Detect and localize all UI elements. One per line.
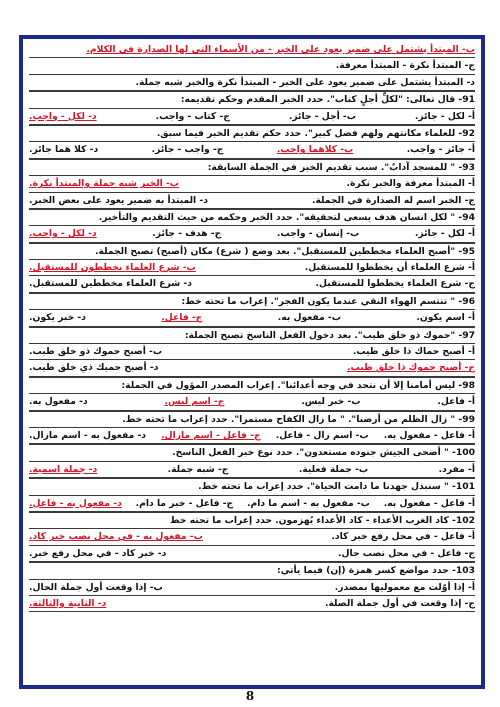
options-row: [29, 360, 475, 376]
answer-option: أ- فاعل - مفعول به.: [383, 429, 475, 441]
options-row: [29, 276, 475, 292]
correct-answer-option: د- لكل - واجب.: [29, 110, 97, 122]
question-line: [29, 91, 475, 108]
answer-option: أ- جائز - واجب.: [406, 144, 475, 156]
question-text: 95- "أصبح العلماء مخططين للمستقبل". بعد وضع ( شرع) مكان (أصبح) تصبح الجملة.: [95, 245, 475, 257]
question-text: 92- للعلماء مكانتهم ولهم فضل كبير". حدد حكم تقديم الخبر فيما سبق.: [156, 127, 475, 139]
options-row: [29, 193, 475, 209]
option-line: [29, 42, 475, 58]
question-text: 93- " للمسجد آدابٌ". سبب تقديم الخبر في الجملة السابقة:: [207, 161, 475, 173]
options-row: [29, 310, 475, 326]
correct-answer-option: د- مفعول به - فاعل.: [29, 497, 122, 509]
answer-option: أ- أصبح حماك ذا خلق طيب.: [352, 346, 475, 358]
answer-option: ج- شبه جملة.: [167, 463, 229, 475]
question-line: [29, 562, 475, 579]
answer-option: د- مفعول به.: [29, 396, 88, 408]
correct-answer-option: ب- الخبر شبه جملة والمبتدأ نكرة.: [29, 178, 180, 190]
answer-option: د- المبتدأ به ضمير يعود على بعض الخبر.: [29, 194, 208, 206]
correct-answer-option: ج- فاعل.: [161, 312, 203, 324]
correct-answer-option: ب- مفعول به - في محل نصب خبر كاد.: [29, 531, 203, 543]
answer-option: أ- فاعل - مفعول به.: [383, 497, 475, 509]
answer-option: د- شرع العلماء مخططين للمستقبل.: [29, 278, 192, 290]
answer-option: ج- كتاب - واجب.: [155, 110, 230, 122]
question-text: 101- " سنبذل جهدنا ما دامت الحياة". حدد إعراب ما تحته خط.: [198, 481, 475, 493]
question-line: [29, 327, 475, 344]
correct-answer-option: د- الثانية والثالثة.: [29, 597, 107, 609]
option-text: د- المبتدأ يشتمل على ضمير يعود على الخبر - المبتدأ نكرة والخبر شبه جملة.: [135, 76, 475, 88]
question-line: [29, 293, 475, 310]
answer-option: د- خبر يكون.: [29, 312, 86, 324]
question-text: 102- كاد الغرب الأعداء - كاد الأعداء يُهزمون. حدد إعراب ما تحته خط: [170, 514, 475, 526]
options-row: [29, 176, 475, 192]
question-text: 98- ليس أمامنا إلا أن نتحد في وجه أعدائنا". إعراب المصدر المؤول في الجملة:: [121, 379, 475, 391]
page-number: 8: [245, 689, 255, 703]
answer-option: أ- لكل - جائز.: [414, 228, 475, 240]
answer-option: أ- إذا أوّلت مع معموليها بمصدر.: [334, 581, 475, 593]
options-row: [29, 496, 475, 512]
answer-option: ب- إذا وقعت أول جملة الحال.: [29, 581, 163, 593]
options-row: [29, 260, 475, 276]
question-line: [29, 125, 475, 142]
options-row: [29, 344, 475, 360]
question-line: [29, 411, 475, 428]
correct-answer-option: د- لكل - واجب.: [29, 228, 97, 240]
answer-option: د- مفعول به - اسم مازال.: [29, 429, 147, 441]
answer-option: د- كلا هما جائز.: [29, 144, 99, 156]
answer-option: أ- المبتدأ معرفة والخبر نكرة.: [346, 178, 475, 190]
question-text: 97- "حموك ذو خلق طيب". بعد دخول الفعل الناسخ تصبح الجملة:: [184, 329, 475, 341]
answer-option: ج- فاعل - خبر ما دام.: [135, 497, 234, 509]
answer-option: ب- إنسان - واجب.: [276, 228, 360, 240]
options-row: [29, 226, 475, 242]
options-row: [29, 462, 475, 478]
answer-option: أ- فاعل.: [437, 396, 475, 408]
answer-option: ب- مفعول به - اسم ما دام.: [247, 497, 370, 509]
question-line: [29, 159, 475, 176]
correct-answer-option: ب- شرع العلماء يخططون للمستقبل.: [29, 262, 196, 274]
answer-option: ج- فاعل - في محل نصب حال.: [338, 547, 475, 559]
options-row: [29, 596, 475, 612]
options-row: [29, 428, 475, 444]
answer-option: أ- فاعل - في محل رفع خبر كاد.: [331, 531, 475, 543]
options-row: [29, 142, 475, 158]
answer-option: ب- أصبح حموك ذو خلق طيب.: [29, 346, 163, 358]
answer-option: ب- جملة فعلية.: [298, 463, 369, 475]
question-text: 96- " تنتسم الهواء النقي عندما يكون الفجر". إعراب ما تحته خط:: [181, 295, 475, 307]
option-line: [29, 75, 475, 91]
answer-option: ج- واجب - جائز.: [151, 144, 224, 156]
question-text: 91- قال تعالى: "لكلِّ أجلٍ كتاب". حدد الخبر المقدم وحكم تقديمه:: [180, 94, 475, 106]
options-row: [29, 109, 475, 125]
answer-option: ب- اسم زال - فاعل.: [275, 429, 369, 441]
answer-option: ج- شرع العلماء يخططوا للمستقبل.: [315, 278, 475, 290]
answer-option: أ- شرع العلماء أن يخططوا للمستقبل.: [304, 262, 475, 274]
question-text: 103- حدد مواضع كسر همزة (إن) فيما يأتي:: [277, 565, 475, 577]
question-line: [29, 243, 475, 260]
option-line: [29, 58, 475, 74]
correct-answer-option: د- جملة اسمية.: [29, 463, 98, 475]
correct-answer-option: ج- فاعل - اسم مازال.: [161, 429, 261, 441]
option-text: ج- المبتدأ نكرة - المبتدأ معرفة.: [335, 60, 475, 72]
question-text: 100- " أضحى الجيش جنوده مستعدون". حدد نوع خبر الفعل الناسخ.: [172, 447, 475, 459]
answer-option: ب- مفعول به.: [277, 312, 341, 324]
options-row: [29, 394, 475, 410]
answer-option: ب- خبر ليس.: [301, 396, 361, 408]
question-text: 94- " لكل انسان هدف يسعى لتحقيقه". حدد الخبر وحكمه من حيث التقديم والتأخير.: [98, 211, 475, 223]
answer-option: ج- هدف - جائز.: [152, 228, 222, 240]
correct-answer-option: ب- كلاهما واجب.: [276, 144, 354, 156]
options-row: [29, 580, 475, 596]
correct-answer-option: ج- اسم ليس.: [164, 396, 225, 408]
option-text: ب- المبتدأ يشتمل على ضمير يعود على الخبر - من الأسماء التي لها الصدارة في الكلام.: [86, 44, 475, 55]
correct-answer-option: ج- أصبح حموك ذا خلق طيب.: [347, 362, 475, 374]
answer-option: ج- إذا وقعت في أول جملة الصلة.: [325, 597, 475, 609]
answer-option: ب- أجل - جائز.: [288, 110, 356, 122]
answer-option: د- خبر كاد - في محل رفع خبر.: [29, 547, 167, 559]
question-text: 99- " زال الظلم من أرضنا". " ما زال الكفاح مستمرا". حدد إعراب ما تحته خط.: [122, 413, 475, 425]
questions-content: [29, 42, 475, 686]
options-row: [29, 529, 475, 545]
answer-option: د- أصبح حميك ذي خلق طيب.: [29, 362, 159, 374]
options-row: [29, 546, 475, 562]
answer-option: أ- اسم يكون.: [416, 312, 475, 324]
answer-option: أ- مفرد.: [438, 463, 475, 475]
question-line: [29, 512, 475, 529]
answer-option: أ- لكل - جائز.: [414, 110, 475, 122]
question-line: [29, 444, 475, 461]
question-line: [29, 478, 475, 495]
question-line: [29, 377, 475, 394]
answer-option: ج- الخبر اسم له الصدارة في الجملة.: [311, 194, 475, 206]
question-line: [29, 209, 475, 226]
